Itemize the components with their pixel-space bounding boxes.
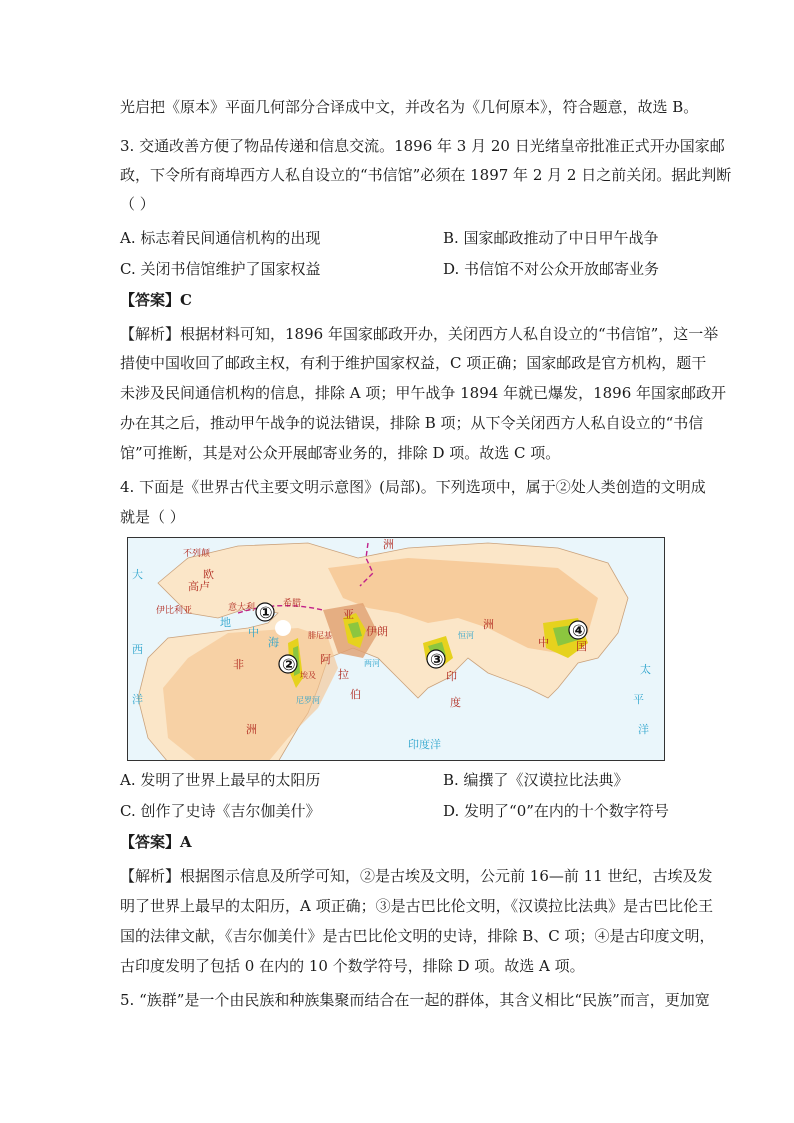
map-label-gaolu: 高卢 — [188, 580, 210, 593]
map-label-di: 地 — [220, 616, 231, 629]
map-label-la: 拉 — [338, 668, 349, 681]
question-4-analysis-line-1: 【解析】根据图示信息及所学可知，②是古埃及文明，公元前 16—前 11 世纪，古埃及发 — [120, 867, 713, 885]
question-3-analysis-line-3: 未涉及民间通信机构的信息，排除 A 项；甲午战争 1894 年就已爆发，1896 年国家邮政开 — [120, 384, 727, 402]
map-label-guo: 国 — [576, 640, 587, 653]
question-4-analysis-line-2: 明了世界上最早的太阳历，A 项正确；③是古巴比伦文明，《汉谟拉比法典》是古巴比伦王 — [120, 897, 714, 915]
prev-answer-tail: 光启把《原本》平面几何部分合译成中文，并改名为《几何原本》，符合题意，故选 B。 — [120, 98, 699, 116]
question-4-option-d: D. 发明了“0”在内的十个数字符号 — [443, 802, 669, 820]
question-5-stem-line-1: 5. “族群”是一个由民族和种族集聚而结合在一起的群体，其含义相比“民族”而言，更加宽 — [120, 991, 710, 1009]
question-3-answer: 【答案】C — [120, 291, 192, 309]
map-label-zhou-top: 洲 — [383, 538, 394, 551]
map-label-ping: 平 — [633, 693, 644, 706]
map-marker-2: ② — [282, 655, 296, 674]
map-label-ou: 欧 — [203, 568, 214, 581]
question-3-stem-line-2: 政，下令所有商埠西方人私自设立的“书信馆”必须在 1897 年 2 月 2 日之前关闭。据此判断 — [120, 166, 732, 184]
question-4-option-a: A. 发明了世界上最早的太阳历 — [120, 771, 321, 789]
map-label-taiyang: 洋 — [638, 723, 649, 736]
map-label-luohe: 尼罗河 — [296, 696, 320, 705]
question-4-option-b: B. 编撰了《汉谟拉比法典》 — [443, 771, 629, 789]
map-label-xila: 希腊 — [283, 599, 302, 609]
map-label-zhong: 中 — [248, 626, 259, 639]
question-3-analysis-line-2: 措使中国收回了邮政主权，有利于维护国家权益，C 项正确；国家邮政是官方机构，题干 — [120, 354, 707, 372]
map-label-yidali: 意大利 — [228, 603, 256, 613]
question-3-option-a: A. 标志着民间通信机构的出现 — [120, 229, 321, 247]
world-ancient-civilizations-map — [127, 537, 665, 761]
question-4-option-c: C. 创作了史诗《吉尔伽美什》 — [120, 802, 321, 820]
map-label-hai: 海 — [268, 636, 279, 649]
question-3-option-c: C. 关闭书信馆维护了国家权益 — [120, 260, 321, 278]
question-3-stem-line-1: 3. 交通改善方便了物品传递和信息交流。1896 年 3 月 20 日光绪皇帝批准正式开办国家邮 — [120, 137, 725, 155]
map-label-a: 阿 — [320, 653, 331, 666]
map-label-xi: 西 — [132, 643, 143, 656]
question-3-option-b: B. 国家邮政推动了中日甲午战争 — [443, 229, 659, 247]
map-marker-1: ① — [259, 603, 273, 622]
question-4-answer: 【答案】A — [120, 833, 192, 851]
map-label-yang: 洋 — [132, 693, 143, 706]
map-label-yilang: 伊朗 — [366, 625, 388, 638]
map-label-lianghe: 两河 — [364, 659, 380, 668]
map-label-yinduyang: 印度洋 — [408, 738, 441, 751]
map-label-feini: 腓尼基 — [308, 631, 332, 640]
map-label-zhou-asia: 洲 — [483, 618, 494, 631]
map-label-aiji: 埃及 — [300, 671, 316, 680]
map-label-yibili: 伊比利亚 — [156, 606, 193, 616]
question-3-analysis-line-4: 办在其之后，推动甲午战争的说法错误，排除 B 项；从下令关闭西方人私自设立的“书信 — [120, 414, 704, 432]
map-marker-4: ④ — [572, 621, 586, 640]
map-label-bo: 伯 — [350, 688, 361, 701]
map-label-hengh: 恒河 — [458, 631, 474, 640]
map-label-fei: 非 — [233, 658, 244, 671]
map-label-da: 大 — [132, 568, 143, 581]
question-3-option-d: D. 书信馆不对公众开放邮寄业务 — [443, 260, 660, 278]
map-label-zhongguo: 中 — [538, 636, 549, 649]
question-3-analysis-line-1: 【解析】根据材料可知，1896 年国家邮政开办，关闭西方人私自设立的“书信馆”，这一举 — [120, 325, 719, 343]
question-4-analysis-line-4: 古印度发明了包括 0 在内的 10 个数学符号，排除 D 项。故选 A 项。 — [120, 957, 585, 975]
map-label-tai: 太 — [640, 663, 651, 676]
map-label-yin: 印 — [446, 670, 457, 683]
map-label-ya: 亚 — [343, 608, 354, 621]
map-label-bulie: 不列颠 — [183, 549, 211, 559]
question-4-stem-line-1: 4. 下面是《世界古代主要文明示意图》(局部)。下列选项中，属于②处人类创造的文明成 — [120, 478, 706, 496]
map-white-dot — [275, 620, 291, 636]
question-4-analysis-line-3: 国的法律文献，《吉尔伽美什》是古巴比伦文明的史诗，排除 B、C 项；④是古印度文明， — [120, 927, 715, 945]
question-4-stem-line-2: 就是（ ） — [120, 508, 185, 526]
question-3-analysis-line-5: 馆”可推断，其是对公众开展邮寄业务的，排除 D 项。故选 C 项。 — [120, 444, 561, 462]
question-3-blank: （ ） — [120, 195, 155, 213]
map-label-zhou-af: 洲 — [246, 723, 257, 736]
map-label-du: 度 — [450, 696, 461, 709]
map-marker-3: ③ — [430, 650, 444, 669]
